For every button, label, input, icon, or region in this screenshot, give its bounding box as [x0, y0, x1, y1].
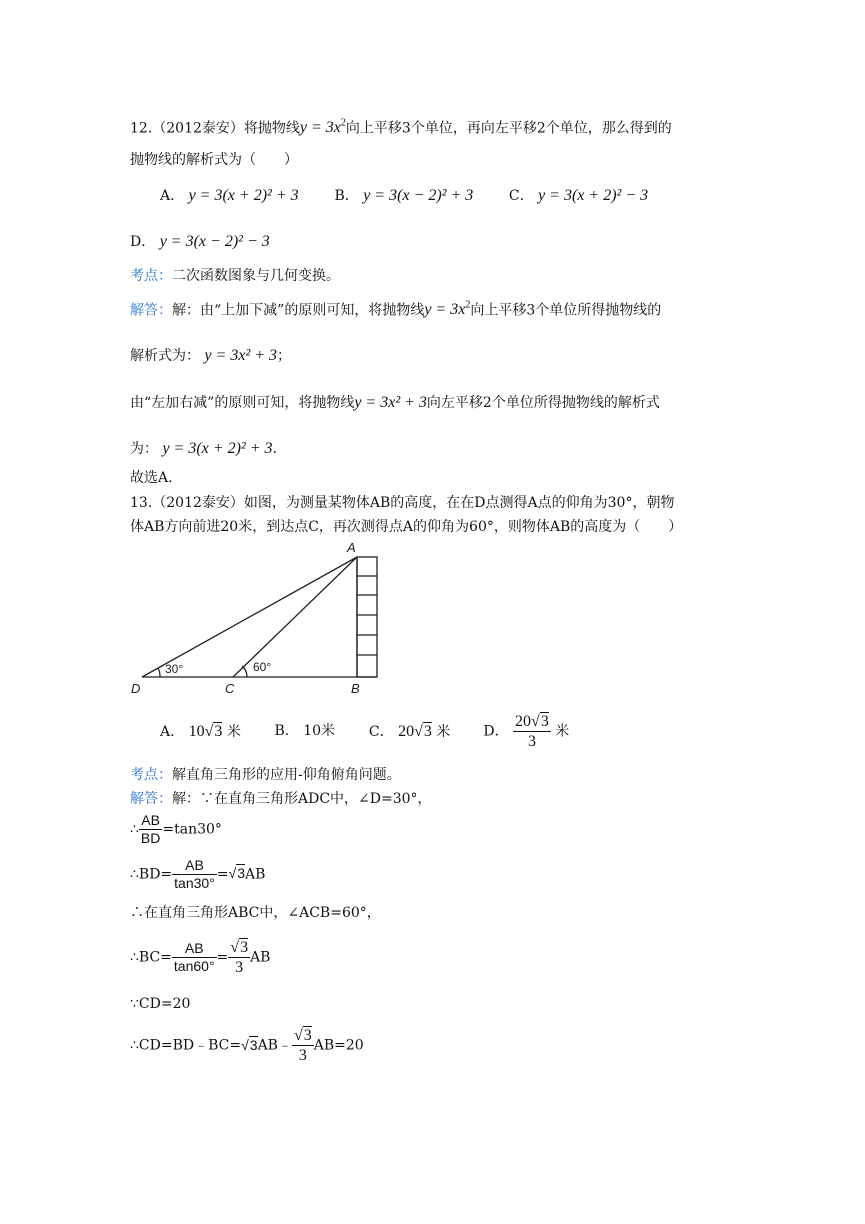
q13-options-row: [160, 712, 569, 751]
q12-option-c-label: C．: [508, 188, 534, 204]
q12-stem-text-2: 向上平移3个单位，再向左平移2个单位，那么得到的: [345, 120, 672, 137]
q13-option-b: 10米: [303, 723, 336, 740]
q13-kaodian-text: 解直角三角形的应用-仰角俯角问题。: [172, 767, 401, 783]
q13-solution-line1: [130, 791, 432, 808]
q13-step1-rhs: =tan30°: [162, 821, 222, 838]
q12-solution-line1: [130, 300, 661, 320]
q12-solution-line4: [130, 439, 287, 458]
q13-option-c-sqrt: √3: [414, 723, 432, 741]
q12-option-a: y = 3(x + 2)² + 3: [188, 187, 299, 204]
q13-step2-post: AB: [245, 866, 266, 883]
q13-option-d-fraction: $\frac{20√3}{3}$: [515, 713, 549, 751]
q12-jieda-label: 解答：: [130, 302, 172, 319]
q13-option-a-sqrt: √3: [204, 723, 223, 741]
q12-sol1-text: 解：由“上加下减”的原则可知，将抛物线: [172, 302, 425, 319]
q13-step4-post: AB: [250, 949, 271, 966]
q13-step5: ∵CD=20: [130, 996, 191, 1012]
figure-angle-d-label: 30°: [165, 662, 184, 676]
q13-option-d-unit: 米: [555, 723, 570, 740]
q12-option-b: y = 3(x − 2)² + 3: [363, 187, 474, 204]
q12-sol4-formula: y = 3(x + 2)² + 3: [162, 440, 273, 457]
q12-sol1-formula: $y = 3x^2$: [424, 300, 471, 319]
q12-kaodian-label: 考点：: [130, 268, 172, 284]
q13-line1: 13.（2012泰安）如图，为测量某物体AB的高度，在在D点测得A点的仰角为30°，朝物: [130, 495, 675, 511]
q13-figure: [125, 535, 395, 700]
q12-solution-line3: [130, 393, 660, 412]
q13-option-d-label: D．: [483, 723, 509, 740]
q12-answer: 故选A.: [130, 470, 173, 486]
q13-sol1-text: 解：∵在直角三角形ADC中，∠D=30°，: [172, 791, 432, 807]
figure-angle-arc-d: [158, 668, 160, 677]
q13-jieda-label: 解答：: [130, 791, 172, 807]
figure-label-b: B: [351, 681, 360, 696]
figure-label-a: A: [347, 540, 356, 555]
q13-option-a-unit: 米: [226, 724, 241, 741]
q13-option-a-coef: 10: [188, 723, 205, 741]
q13-step2-sqrt: √3: [228, 865, 246, 882]
q13-step6-sqrt: √3: [241, 1036, 258, 1053]
q13-step4-pre: ∴BC=: [130, 949, 172, 966]
q12-sol2-formula: y = 3x² + 3: [204, 347, 278, 364]
q12-option-d-row: [130, 232, 270, 251]
q13-step6-pre: ∴CD=BD﹣BC=: [130, 1037, 242, 1054]
q12-kaodian: [130, 268, 340, 285]
q13-option-b-label: B．: [274, 723, 299, 740]
q12-sol3-text: 由“左加右减”的原则可知，将抛物线: [130, 395, 355, 411]
q13-step1: [130, 812, 222, 847]
q13-step4: ∴BC= $\frac{AB}{\tan 60^\circ}$ = $\frac{√3}{3}$ AB: [130, 939, 271, 977]
q13-step1-fraction: $\frac{AB}{BD}$: [140, 812, 161, 846]
q12-option-d: y = 3(x − 2)² − 3: [159, 233, 270, 250]
figure-line-ca: [233, 557, 357, 677]
q12-kaodian-text: 二次函数图象与几何变换。: [172, 268, 340, 284]
q13-step6-mid: AB﹣: [257, 1037, 292, 1054]
q12-line1: [130, 118, 672, 138]
q13-step6-root-fraction: $\frac{√3}{3}$: [293, 1027, 312, 1065]
q13-step4-fraction: $\frac{AB}{\tan 60^\circ}$: [173, 940, 215, 975]
q12-option-d-label: D．: [130, 234, 156, 250]
q12-stem-text: 12.（2012泰安）将抛物线: [130, 120, 300, 137]
q13-step4-root-fraction: $\frac{√3}{3}$: [230, 939, 249, 977]
q12-sol2-text-2: ；: [277, 348, 292, 364]
q13-step1-therefore: ∴: [130, 821, 139, 838]
q13-kaodian: [130, 767, 401, 784]
q12-sol1-text-2: 向上平移3个单位所得抛物线的: [470, 302, 662, 319]
q12-line2: 抛物线的解析式为（ ）: [130, 152, 298, 168]
q13-step2-pre: ∴BD=: [130, 866, 173, 883]
figure-line-da: [142, 557, 357, 677]
q13-step3: ∴在直角三角形ABC中，∠ACB=60°，: [130, 905, 381, 921]
q12-sol3-text-2: 向左平移2个单位所得抛物线的解析式: [426, 395, 660, 411]
q12-sol3-formula: y = 3x² + 3: [354, 394, 427, 411]
q12-solution-line2: [130, 346, 291, 365]
q13-option-c-label: C．: [368, 724, 394, 741]
q12-parabola-formula: $y = 3x^2$: [299, 118, 346, 137]
q12-option-a-label: A．: [160, 188, 185, 204]
q12-option-b-label: B．: [334, 188, 359, 204]
q13-option-a-label: A．: [160, 724, 185, 741]
figure-object-ladder: [357, 557, 377, 677]
q12-option-c: y = 3(x + 2)² − 3: [538, 187, 649, 204]
figure-label-c: C: [225, 681, 235, 696]
figure-angle-c-label: 60°: [253, 660, 272, 674]
q13-option-c-unit: 米: [436, 724, 451, 741]
q13-step2: ∴BD= $\frac{AB}{\tan 30^\circ}$ =√3AB: [130, 857, 266, 891]
figure-label-d: D: [131, 681, 141, 696]
q12-options-row: [160, 186, 648, 205]
q13-step2-fraction: $\frac{AB}{\tan 30^\circ}$: [174, 857, 215, 891]
q12-sol4-text-2: ．: [272, 441, 287, 457]
q12-sol2-text: 解析式为：: [130, 348, 200, 364]
q13-option-c-coef: 20: [398, 723, 415, 741]
q13-line2: 体AB方向前进20米，到达点C，再次测得点A的仰角为60°，则物体AB的高度为（ ）: [130, 519, 683, 535]
q13-step6: [130, 1026, 364, 1065]
q12-sol4-text: 为：: [130, 441, 158, 457]
q13-step6-post: AB=20: [313, 1037, 364, 1054]
q13-kaodian-label: 考点：: [130, 767, 172, 783]
